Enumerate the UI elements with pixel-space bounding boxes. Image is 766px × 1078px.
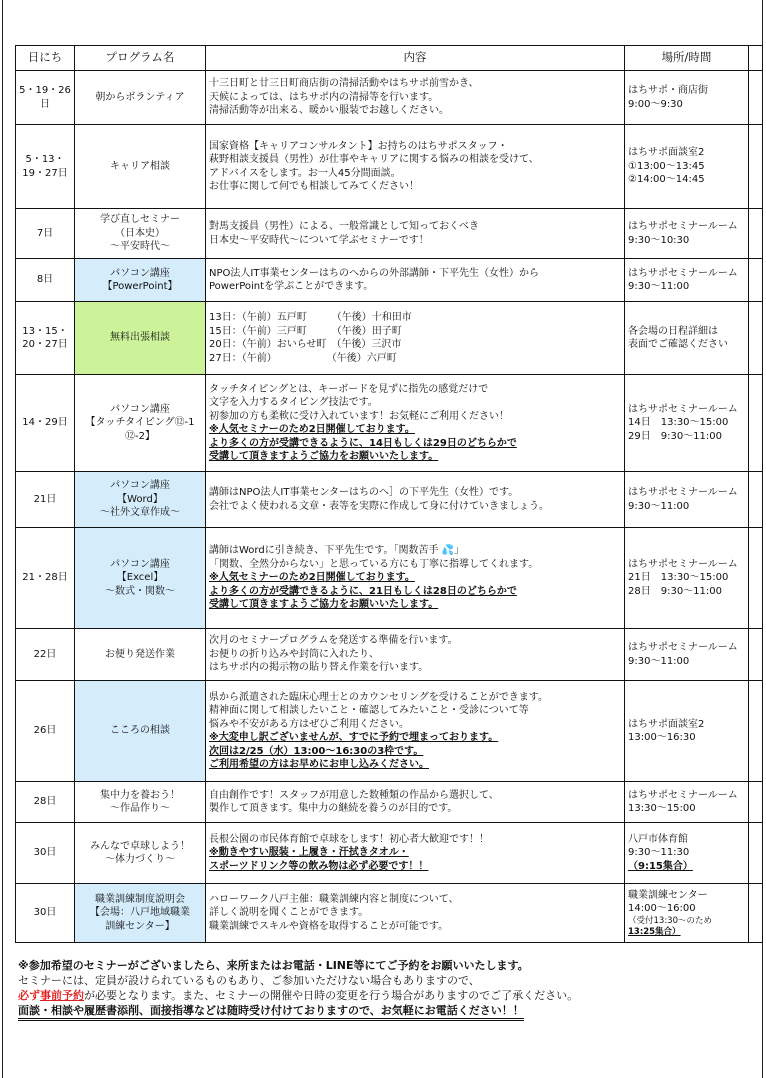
program-name-line: 【タッチタイピング⑫-1: [85, 417, 195, 429]
content-line: 對馬支援員（男性）による、一般常識として知っておくべき: [209, 221, 479, 232]
row-content: [206, 782, 625, 823]
place-time-line: 14日 13:30～15:00: [628, 417, 729, 429]
table-row: [16, 71, 763, 125]
row-blank-cell: [749, 629, 763, 681]
row-date: 21日: [16, 472, 75, 528]
program-name-line: ⑫-2】: [125, 430, 155, 442]
place-time-line: 9:00～9:30: [628, 98, 683, 110]
place-time-line: 9:30～11:30: [628, 847, 690, 859]
table-header-row: [16, 46, 763, 71]
content-line: アドバイスをします。お一人45分間面談。: [209, 167, 401, 179]
table-row: [16, 528, 763, 629]
content-emphasis-line: より多くの方が受講できるように、21日もしくは28日のどちらかで: [209, 585, 517, 597]
table-row: [16, 884, 763, 943]
row-program: [75, 209, 206, 259]
content-emphasis-line: 次回は2/25（水）13:00～16:30の3枠です。: [209, 745, 424, 757]
row-program: [75, 629, 206, 681]
row-place-time: [625, 884, 749, 943]
row-date: 30日: [16, 823, 75, 884]
notes-advance-booking-line: [18, 988, 758, 1003]
program-name-line: パソコン講座: [110, 558, 170, 570]
notes-must-text: 必ず: [18, 989, 40, 1002]
content-emphasis-line: ※動きやすい服装・上履き・汗拭きタオル・: [209, 847, 409, 859]
content-line: 萩野相談支援員（男性）が仕事やキャリアに関する悩みの相談を受けて、: [209, 154, 539, 165]
row-date: 5・19・26日: [16, 71, 75, 125]
row-place-time: [625, 259, 749, 302]
notes-consultation-line: 面談・相談や履歴書添削、面接指導などは随時受け付けておりますので、お気軽にお電話ください！！: [18, 1003, 524, 1021]
row-date: 22日: [16, 629, 75, 681]
place-time-line: はちサポセミナールーム: [628, 267, 738, 279]
place-time-line: ②14:00～14:45: [628, 174, 705, 186]
place-time-line: （9:15集合）: [628, 860, 693, 872]
program-name-line: ～平安時代～: [110, 241, 170, 253]
row-program: [75, 302, 206, 375]
program-name-line: お便り発送作業: [105, 648, 175, 660]
program-name-line: 無料出張相談: [110, 332, 170, 344]
row-date: 26日: [16, 681, 75, 782]
program-name-line: キャリア相談: [110, 160, 170, 172]
place-time-line: 9:30～11:00: [628, 281, 690, 292]
content-line: 長根公園の市民体育館で卓球をします！初心者大歓迎です！！: [209, 833, 489, 845]
content-line: タッチタイピングとは、キーボードを見ずに指先の感覚だけで: [209, 383, 489, 395]
row-blank-cell: [749, 472, 763, 528]
row-date: 30日: [16, 884, 75, 943]
content-line: 20日：（午前）おいらせ町 （午後）三沢市: [209, 339, 402, 350]
row-blank-cell: [749, 681, 763, 782]
row-date: 8日: [16, 259, 75, 302]
program-name-line: パソコン講座: [110, 403, 170, 415]
content-line: 27日：（午前） （午後）六戸町: [209, 352, 397, 364]
place-time-line: 28日 9:30～11:00: [628, 585, 722, 597]
program-name-line: 集中力を養おう！: [100, 789, 180, 801]
content-line: 十三日町と廿三日町商店街の清掃活動やはちサポ前雪かき、: [209, 78, 479, 90]
content-line: 悩みや不安がある方はぜひご利用ください。: [209, 718, 409, 730]
notes-advance-booking-text: 事前予約: [40, 989, 84, 1002]
content-line: 会社でよく使われる文章・表等を実際に作成して身に付けていきましょう。: [209, 500, 549, 512]
content-line: 「関数、全然分からない」と思っている方にも丁寧に指導してくれます。: [209, 558, 539, 570]
table-row: [16, 472, 763, 528]
place-time-line: 21日 13:30～15:00: [628, 572, 729, 584]
header-content: 内容: [206, 46, 625, 71]
table-row: [16, 302, 763, 375]
place-time-line: 八戸市体育館: [628, 833, 688, 845]
row-program: [75, 884, 206, 943]
row-place-time: [625, 629, 749, 681]
place-time-line: 13:25集合）: [628, 926, 681, 937]
place-time-line: 表面でご確認ください: [628, 339, 728, 350]
place-time-line: はちサポセミナールーム: [628, 789, 738, 801]
content-emphasis-line: 受講して頂きますようご協力をお願いいたします。: [209, 451, 439, 462]
row-blank-cell: [749, 782, 763, 823]
program-name-line: パソコン講座: [110, 267, 170, 279]
program-name-line: 【PowerPoint】: [102, 281, 178, 292]
table-row: [16, 681, 763, 782]
table-row: [16, 782, 763, 823]
program-name-line: 学び直しセミナー: [100, 214, 180, 226]
table-row: [16, 375, 763, 472]
row-program: [75, 259, 206, 302]
place-time-line: 14:00～16:00: [628, 903, 696, 914]
program-name-line: 【Excel】: [116, 572, 164, 584]
row-content: [206, 629, 625, 681]
row-blank-cell: [749, 71, 763, 125]
row-blank-cell: [749, 375, 763, 472]
place-time-line: 各会場の日程詳細は: [628, 325, 718, 337]
table-row: [16, 125, 763, 209]
content-line: 講師はNPO法人IT事業センターはちのへ］の下平先生（女性）です。: [209, 487, 519, 498]
seminar-schedule-table: [15, 45, 763, 943]
content-line: お仕事に関して何でも相談してみてください！: [209, 181, 419, 192]
row-blank-cell: [749, 884, 763, 943]
row-content: [206, 259, 625, 302]
row-date: 5・13・19・27日: [16, 125, 75, 209]
program-name-line: ～社外文章作成～: [100, 507, 180, 519]
row-content: [206, 472, 625, 528]
content-line: 製作して頂きます。集中力の継続を養うのが目的です。: [209, 803, 458, 814]
place-time-line: 9:30～10:30: [628, 234, 690, 246]
content-emphasis-line: スポーツドリンク等の飲み物は必ず必要です！！: [209, 860, 429, 872]
row-program: [75, 71, 206, 125]
program-name-line: 【Word】: [117, 493, 163, 505]
row-content: [206, 71, 625, 125]
row-content: [206, 302, 625, 375]
row-date: 13・15・20・27日: [16, 302, 75, 375]
content-line: 天候によっては、はちサポ内の清掃等を行います。: [209, 91, 439, 103]
table-row: [16, 823, 763, 884]
row-date: 21・28日: [16, 528, 75, 629]
place-time-line: はちサポセミナールーム: [628, 642, 738, 653]
content-emphasis-line: ※人気セミナーのため2日開催しております。: [209, 572, 415, 584]
place-time-line: はちサポ・商店街: [628, 85, 708, 96]
row-content: [206, 125, 625, 209]
place-time-line: ①13:00～13:45: [628, 160, 705, 172]
content-line: NPO法人IT事業センターはちのへからの外部講師・下平先生（女性）から: [209, 267, 540, 279]
row-blank-cell: [749, 823, 763, 884]
notes-section: [18, 958, 758, 1021]
content-line: 自由創作です！スタッフが用意した数種類の作品から選択して、: [209, 789, 499, 801]
row-program: [75, 528, 206, 629]
content-line: 講師はWordに引き続き、下平先生です。「関数苦手 💦」: [209, 545, 465, 557]
row-date: 28日: [16, 782, 75, 823]
program-name-line: ～作品作り～: [110, 803, 170, 814]
content-line: 精神面に関して相談したいこと・確認してみたいこと・受診について等: [209, 705, 529, 716]
content-line: PowerPointを学ぶことができます。: [209, 281, 374, 292]
content-line: はちサポ内の掲示物の貼り替え作業を行います。: [209, 662, 429, 674]
row-place-time: [625, 125, 749, 209]
row-place-time: [625, 302, 749, 375]
header-place-time: 場所/時間: [625, 46, 749, 71]
place-time-line: はちサポセミナールーム: [628, 403, 738, 415]
row-place-time: [625, 375, 749, 472]
content-emphasis-line: ※大変申し訳ございませんが、すでに予約で埋まっております。: [209, 732, 499, 743]
row-blank-cell: [749, 302, 763, 375]
content-emphasis-line: ご利用希望の方はお早めにお申し込みください。: [209, 759, 429, 770]
row-program: [75, 472, 206, 528]
notes-change-notice-text: が必要となります。また、セミナーの開催や日時の変更を行う場合がありますのでご了承ください。: [84, 989, 579, 1002]
content-line: ハローワーク八戸主催：職業訓練内容と制度について、: [209, 893, 459, 905]
place-time-line: はちサポセミナールーム: [628, 221, 738, 232]
program-name-line: （日本史）: [115, 227, 165, 239]
place-time-line: 13:30～15:00: [628, 803, 696, 814]
row-content: [206, 209, 625, 259]
program-name-line: パソコン講座: [110, 480, 170, 492]
notes-reservation-line: ※参加希望のセミナーがございましたら、来所またはお電話・LINE等にてご予約をお願いいたします。: [18, 959, 529, 972]
content-line: 清掃活動等が出来る、暖かい服装でお越しください。: [209, 105, 449, 117]
row-place-time: [625, 782, 749, 823]
content-line: お便りの折り込みや封筒に入れたり、: [209, 648, 379, 660]
place-time-line: （受付13:30～のため: [628, 915, 712, 926]
content-line: 次月のセミナープログラムを発送する準備を行います。: [209, 635, 458, 647]
row-place-time: [625, 681, 749, 782]
row-blank-cell: [749, 259, 763, 302]
row-blank-cell: [749, 125, 763, 209]
row-content: [206, 528, 625, 629]
row-place-time: [625, 823, 749, 884]
place-time-line: 9:30～11:00: [628, 500, 690, 512]
place-time-line: はちサポ面談室2: [628, 147, 705, 159]
row-content: [206, 884, 625, 943]
place-time-line: 9:30～11:00: [628, 655, 690, 667]
program-name-line: 【会場：八戸地域職業: [90, 907, 190, 919]
row-place-time: [625, 71, 749, 125]
content-line: 県から派遣された臨床心理士とのカウンセリングを受けることができます。: [209, 691, 548, 703]
row-blank-cell: [749, 209, 763, 259]
row-program: [75, 681, 206, 782]
header-blank: [749, 46, 763, 71]
row-content: [206, 823, 625, 884]
content-line: 詳しく説明を聞くことができます。: [209, 907, 369, 919]
program-name-line: ～体力づくり～: [105, 854, 175, 865]
row-content: [206, 681, 625, 782]
row-program: [75, 125, 206, 209]
row-blank-cell: [749, 528, 763, 629]
place-time-line: 職業訓練センター: [628, 889, 708, 901]
content-line: 国家資格【キャリアコンサルタント】お持ちのはちサポスタッフ・: [209, 140, 508, 152]
row-place-time: [625, 209, 749, 259]
content-emphasis-line: ※人気セミナーのため2日開催しております。: [209, 424, 415, 435]
place-time-line: 29日 9:30～11:00: [628, 430, 722, 442]
table-row: [16, 209, 763, 259]
place-time-line: はちサポセミナールーム: [628, 558, 738, 570]
place-time-line: 13:00～16:30: [628, 732, 696, 743]
content-line: 日本史～平安時代～について学ぶセミナーです！: [209, 234, 429, 246]
header-date: 日にち: [16, 46, 75, 71]
content-line: 文字を入力するタイピング技法です。: [209, 397, 378, 408]
program-name-line: 訓練センター】: [105, 920, 175, 932]
place-time-line: はちサポセミナールーム: [628, 487, 738, 498]
row-date: 7日: [16, 209, 75, 259]
header-program: プログラム名: [75, 46, 206, 71]
program-name-line: こころの相談: [110, 725, 170, 737]
content-line: 13日：（午前）五戸町 （午後）十和田市: [209, 312, 412, 323]
table-row: [16, 259, 763, 302]
content-line: 初参加の方も柔軟に受け入れています！お気軽にご利用ください！: [209, 410, 509, 422]
notes-capacity-line: セミナーには、定員が設けられているものもあり、ご参加いただけない場合もありますので、: [18, 974, 480, 987]
content-emphasis-line: 受講して頂きますようご協力をお願いいたします。: [209, 599, 439, 611]
row-program: [75, 782, 206, 823]
content-emphasis-line: より多くの方が受講できるように、14日もしくは29日のどちらかで: [209, 437, 517, 449]
place-time-line: はちサポ面談室2: [628, 718, 705, 730]
row-program: [75, 823, 206, 884]
row-date: 14・29日: [16, 375, 75, 472]
program-name-line: 職業訓練制度説明会: [95, 893, 185, 905]
program-name-line: みんなで卓球しよう！: [90, 840, 190, 852]
content-line: 15日：（午前）三戸町 （午後）田子町: [209, 325, 402, 337]
row-program: [75, 375, 206, 472]
row-place-time: [625, 472, 749, 528]
table-row: [16, 629, 763, 681]
program-name-line: 朝からボランティア: [95, 91, 185, 103]
program-name-line: ～数式・関数～: [105, 585, 175, 597]
row-place-time: [625, 528, 749, 629]
row-content: [206, 375, 625, 472]
content-line: 職業訓練でスキルや資格を取得することが可能です。: [209, 920, 449, 932]
